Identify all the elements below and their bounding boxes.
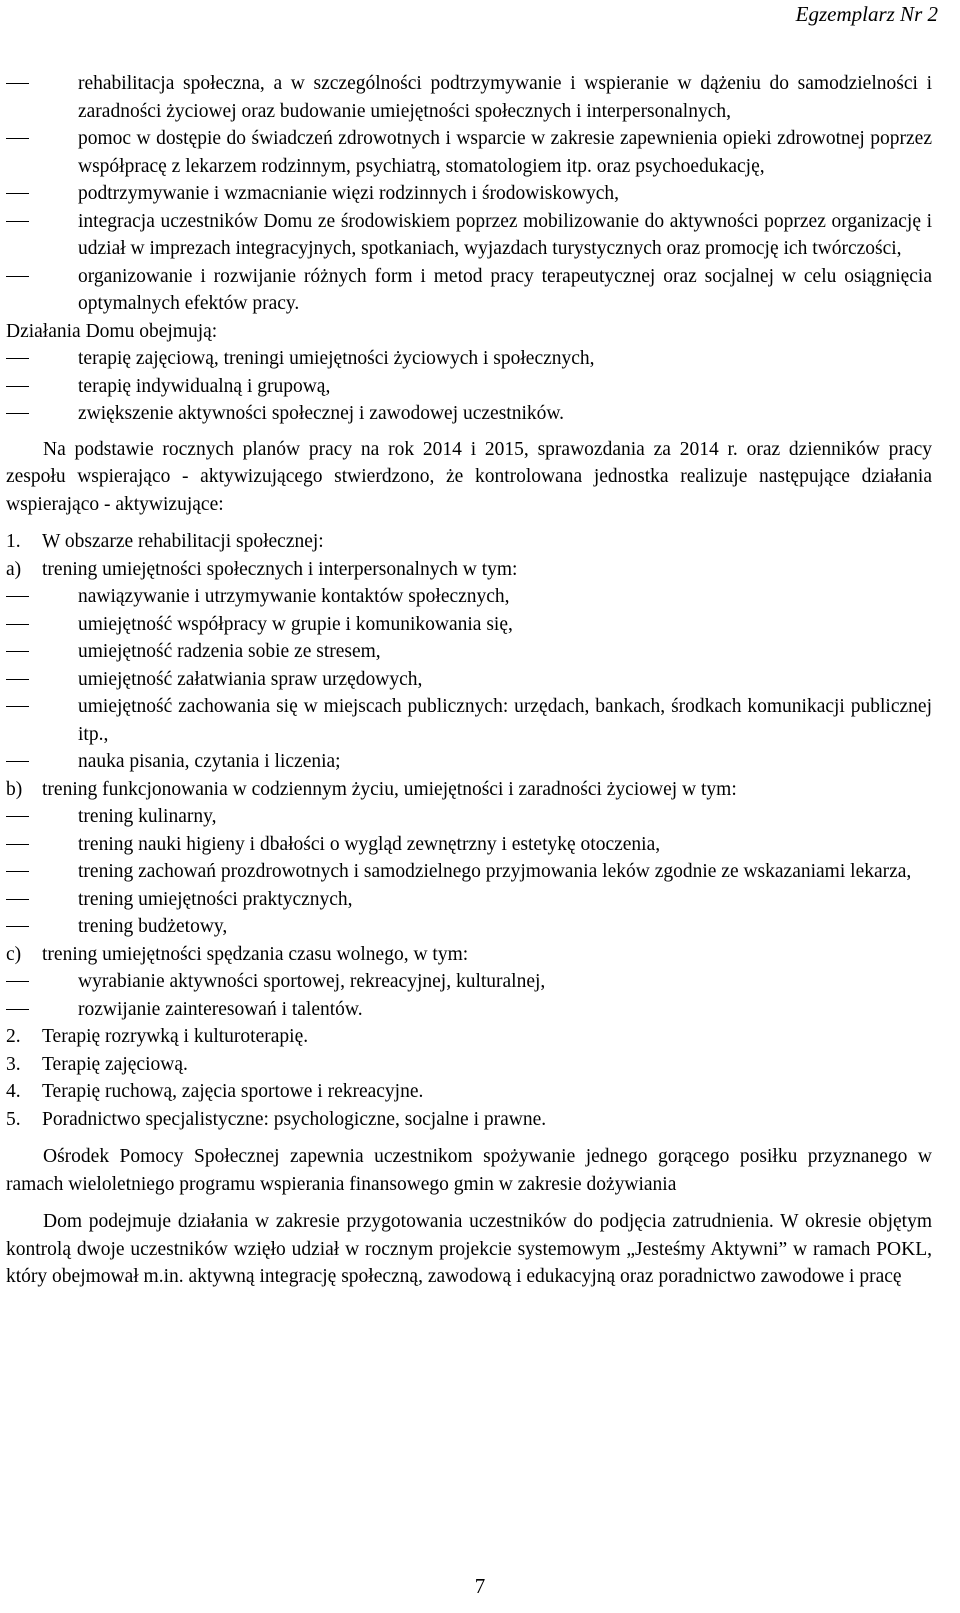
list-item: umiejętność współpracy w grupie i komunikowania się, [6,611,932,639]
dash-bullet-icon [6,651,29,652]
spacer [6,1198,932,1208]
list-item: pomoc w dostępie do świadczeń zdrowotnych i wsparcie w zakresie zapewnienia opieki zdrowotnej poprzez współpracę z lekarzem rodzinnym, psychiatrą, stomatologiem itp. oraz psychoedukację, [6,125,932,180]
actions-heading: Działania Domu obejmują: [6,320,218,342]
subsection-heading: b) trening funkcjonowania w codziennym życiu, umiejętności i zaradności życiowej w tym: [6,778,737,800]
numbered-item: 5. Poradnictwo specjalistyczne: psychologiczne, socjalne i prawne. [6,1108,547,1130]
subsection-c-list [6,968,932,1023]
list-item: trening budżetowy, [6,913,932,941]
actions-list [6,345,932,428]
list-item: rozwijanie zainteresowań i talentów. [6,996,932,1024]
section-heading: 1. W obszarze rehabilitacji społecznej: [6,531,324,552]
dash-bullet-icon [6,871,29,872]
dash-bullet-icon [6,386,29,387]
dash-bullet-icon [6,981,29,982]
dash-bullet-icon [6,596,29,597]
list-item: umiejętność radzenia sobie ze stresem, [6,638,932,666]
numbered-item: 3. Terapię zajęciową. [6,1053,188,1075]
list-item: trening kulinarny, [6,803,932,831]
dash-bullet-icon [6,358,29,359]
numbered-item: 4. Terapię ruchową, zajęcia sportowe i rekreacyjne. [6,1081,424,1102]
list-item: trening umiejętności praktycznych, [6,886,932,914]
list-item: terapię indywidualną i grupową, [6,373,932,401]
paragraph: Na podstawie rocznych planów pracy na rok 2014 i 2015, sprawozdania za 2014 r. oraz dzienników pracy zespołu wspierająco - aktywizującego stwierdzono, że kontrolowana jednostka realizuje następujące działania wspierająco - aktywizujące: [6,438,932,515]
spacer [6,1133,932,1143]
page-number: 7 [474,1574,486,1598]
dash-bullet-icon [6,761,29,762]
dash-bullet-icon [6,899,29,900]
dash-bullet-icon [6,816,29,817]
dash-bullet-icon [6,706,29,707]
list-item: zwiększenie aktywności społecznej i zawodowej uczestników. [6,400,932,428]
subsection-a-list [6,583,932,776]
list-item: trening nauki higieny i dbałości o wygląd zewnętrzny i estetykę otoczenia, [6,831,932,859]
numbered-item: 2. Terapię rozrywką i kulturoterapię. [6,1026,309,1047]
list-item: podtrzymywanie i wzmacnianie więzi rodzinnych i środowiskowych, [6,180,932,208]
page-header: Egzemplarz Nr 2 [795,2,938,26]
subsection-heading: a) trening umiejętności społecznych i interpersonalnych w tym: [6,558,518,580]
dash-bullet-icon [6,276,29,277]
list-item: rehabilitacja społeczna, a w szczególności podtrzymywanie i wspieranie w dążeniu do samodzielności i zaradności życiowej oraz budowanie umiejętności społecznych i interpersonalnych, [6,70,932,125]
dash-bullet-icon [6,844,29,845]
dash-bullet-icon [6,193,29,194]
subsection-b-list [6,803,932,941]
list-item: nauka pisania, czytania i liczenia; [6,748,932,776]
dash-bullet-icon [6,413,29,414]
list-item: nawiązywanie i utrzymywanie kontaktów społecznych, [6,583,932,611]
spacer [6,428,932,436]
list-item: terapię zajęciową, treningi umiejętności życiowych i społecznych, [6,345,932,373]
spacer [6,518,932,528]
list-item: trening zachowań prozdrowotnych i samodzielnego przyjmowania leków zgodnie ze wskazaniami lekarza, [6,858,932,886]
dash-bullet-icon [6,624,29,625]
list-item: umiejętność załatwiania spraw urzędowych, [6,666,932,694]
dash-bullet-icon [6,83,29,84]
list-item: organizowanie i rozwijanie różnych form i metod pracy terapeutycznej oraz socjalnej w celu osiągnięcia optymalnych efektów pracy. [6,263,932,318]
dash-bullet-icon [6,1009,29,1010]
goals-list [6,70,932,318]
list-item: integracja uczestników Domu ze środowiskiem poprzez mobilizowanie do aktywności poprzez organizację i udział w imprezach integracyjnych, spotkaniach, wyjazdach turystycznych oraz promocję ich twórczości, [6,208,932,263]
paragraph: Ośrodek Pomocy Społecznej zapewnia uczestnikom spożywanie jednego gorącego posiłku przyznanego w ramach wieloletniego programu wspierania finansowego gmin w zakresie dożywiania [6,1146,932,1195]
dash-bullet-icon [6,221,29,222]
dash-bullet-icon [6,138,29,139]
list-item: wyrabianie aktywności sportowej, rekreacyjnej, kulturalnej, [6,968,932,996]
paragraph: Dom podejmuje działania w zakresie przygotowania uczestników do podjęcia zatrudnienia. W okresie objętym kontrolą dwoje uczestników wzięło udział w rocznym projekcie systemowym „Jesteśmy Aktywni” w ramach POKL, który obejmował m.in. aktywną integrację społeczną, zawodową i edukacyjną oraz poradnictwo zawodowe i pracę [6,1211,932,1287]
page-content [6,70,932,1291]
dash-bullet-icon [6,926,29,927]
dash-bullet-icon [6,679,29,680]
list-item: umiejętność zachowania się w miejscach publicznych: urzędach, bankach, środkach komunikacji publicznej itp., [6,693,932,748]
subsection-heading: c) trening umiejętności spędzania czasu wolnego, w tym: [6,943,469,965]
numbered-list [6,1023,932,1133]
